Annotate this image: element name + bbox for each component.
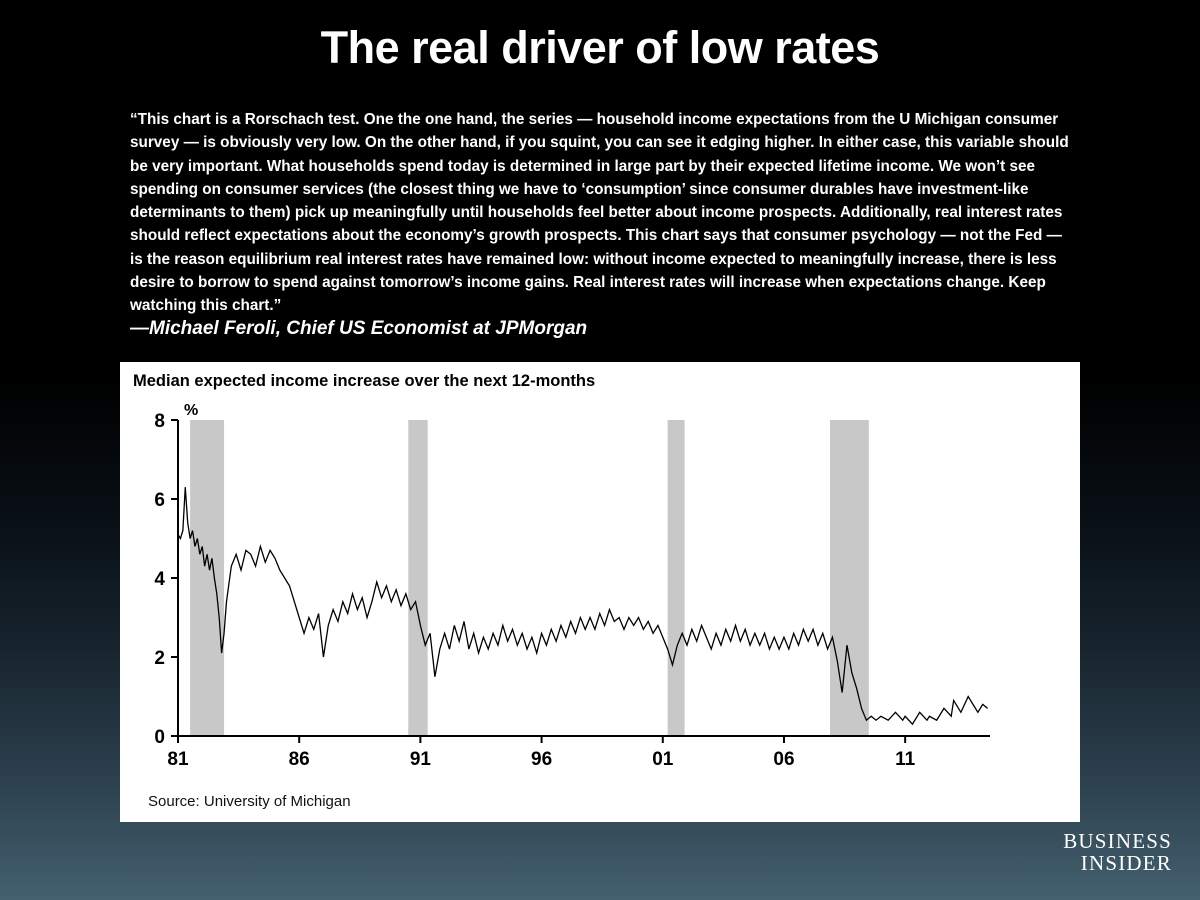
quote-text: “This chart is a Rorschach test. One the one hand, the series — household income expectations from the U Michigan consumer survey — is obviously very low. On the other hand, if you squint, you can see it edging higher. In either case, this variable should be very important. What households spend today is determined in large part by their expected lifetime income. We won’t see spending on consumer services (the closest thing we have to ‘consumption’ since consumer durables have investment-like determinants to them) pick up meaningfully until households feel better about income prospects. Additionally, real interest rates should reflect expectations about the economy’s growth prospects. This chart says that consumer psychology — not the Fed — is the reason equilibrium real interest rates have remained low: without income expected to meaningfully increase, there is less desire to borrow to spend against tomorrow’s income gains. Real interest rates will increase when expectations change. Keep watching this chart.” (130, 111, 1069, 314)
page-title: The real driver of low rates (320, 22, 880, 73)
svg-text:11: 11 (895, 749, 916, 770)
svg-text:6: 6 (154, 490, 165, 511)
svg-text:96: 96 (531, 749, 553, 770)
quote-attribution: —Michael Feroli, Chief US Economist at JPMorgan (130, 318, 588, 339)
svg-text:4: 4 (154, 569, 165, 590)
svg-text:2: 2 (154, 648, 165, 669)
logo-line-1: BUSINESS (1063, 829, 1172, 854)
chart-source: Source: University of Michigan (148, 793, 351, 810)
svg-text:86: 86 (288, 749, 310, 770)
chart-plot-area (120, 396, 1080, 796)
chart-title: Median expected income increase over the next 12-months (133, 372, 596, 390)
svg-text:06: 06 (773, 749, 795, 770)
svg-text:0: 0 (154, 727, 165, 748)
svg-text:%: % (184, 402, 199, 419)
svg-text:8: 8 (154, 411, 165, 432)
chart-panel (120, 362, 1080, 822)
svg-text:81: 81 (167, 749, 189, 770)
business-insider-logo (1063, 831, 1172, 874)
svg-text:91: 91 (409, 749, 431, 770)
logo-line-2: INSIDER (1080, 850, 1172, 875)
line-chart-svg (120, 396, 1080, 796)
svg-text:01: 01 (652, 749, 674, 770)
